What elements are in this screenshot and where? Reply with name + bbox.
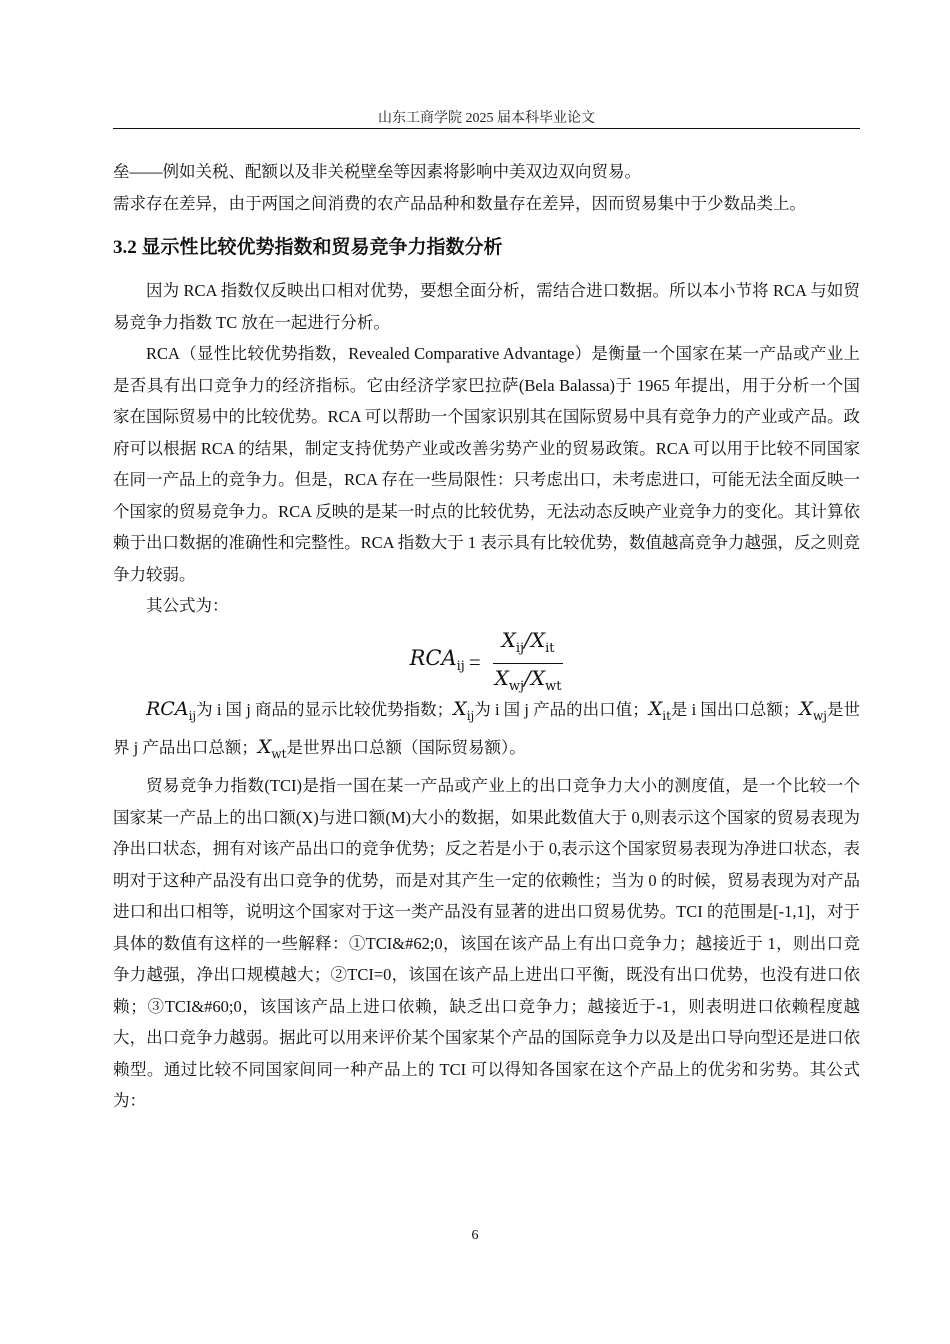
paragraph-continued: 垒——例如关税、配额以及非关税壁垒等因素将影响中美双边双向贸易。 [113,162,641,181]
formula-denominator: $X_{wj}/X_{wt}$ [494,665,562,694]
paragraph-formula-intro: 其公式为： [146,596,229,615]
paragraph-intro: 因为 RCA 指数仅反映出口相对优势，要想全面分析，需结合进口数据。所以本小节将 RCA 与如贸易竞争力指数 TC 放在一起进行分析。 [113,281,860,332]
formula-fraction [493,626,564,701]
paragraph-variable-definitions: $RCA_{ij}$为 i 国 j 商品的显示比较优势指数；$X_{ij}$为 i 国 j 产品的出口值；$X_{it}$是 i 国出口总额；$X_{wj}$是世界 j 产品出口总额；$X_{wt}$是世界出口总额（国际贸易额）。 [113,697,860,761]
page-body [113,156,860,1117]
running-header: 山东工商学院 2025 届本科毕业论文 [378,111,595,126]
formula-numerator: $X_{ij}/X_{it}$ [493,626,564,664]
page-number: 6 [471,1228,479,1243]
var-x-wt: $X_{wt}$ [257,735,287,761]
var-x-ij: $X_{ij}$ [453,697,475,723]
header-rule [113,128,860,129]
rca-formula [113,626,860,692]
var-x-wj: $X_{wj}$ [799,697,827,723]
section-heading: 3.2 显示性比较优势指数和贸易竞争力指数分析 [113,237,503,258]
var-x-it: $X_{it}$ [648,697,671,723]
paragraph-demand: 需求存在差异，由于两国之间消费的农产品品种和数量存在差异，因而贸易集中于少数品类上。 [113,193,806,213]
formula-equals: = [468,650,481,675]
paragraph-rca-definition: RCA（显性比较优势指数，Revealed Comparative Advantage）是衡量一个国家在某一产品或产业上是否具有出口竞争力的经济指标。它由经济学家巴拉萨(Bela Balassa)于 1965 年提出，用于分析一个国家在国际贸易中的比较优势。RCA 可以帮助一个国家识别其在国际贸易中具有竞争力的产业或产品。政府可以根据 RCA 的结果，制定支持优势产业或改善劣势产业的贸易政策。RCA 可以用于比较不同国家在同一产品上的竞争力。但是，RCA 存在一些局限性：只考虑出口，未考虑进口，可能无法全面反映一个国家的贸易竞争力。RCA 反映的是某一时点的比较优势，无法动态反映产业竞争力的变化。其计算依赖于出口数据的准确性和完整性。RCA 指数大于 1 表示具有比较优势，数值越高竞争力越强，反之则竞争力较弱。 [113,344,860,584]
formula-lhs: $RCA_{ij}$ [409,646,465,675]
var-rca-ij: $RCA_{ij}$ [146,697,197,723]
paragraph-tci-definition: 贸易竞争力指数(TCI)是指一国在某一产品或产业上的出口竞争力大小的测度值，是一个比较一个国家某一产品上的出口额(X)与进口额(M)大小的数据，如果此数值大于 0,则表示这个国家的贸易表现为净出口状态，拥有对该产品出口的竞争优势；反之若是小于 0,表示这个国家贸易表现为净进口状态，表明对于这种产品没有出口竞争的优势，而是对其产生一定的依赖性；当为 0 的时候，贸易表现为对产品进口和出口相等，说明这个国家对于这一类产品没有显著的进出口贸易优势。TCI 的范围是[-1,1]，对于具体的数值有这样的一些解释：①TCI&#62;0，该国在该产品上有出口竞争力；越接近于 1，则出口竞争力越强，净出口规模越大；②TCI=0，该国在该产品上进出口平衡，既没有出口优势，也没有进口依赖；③TCI&#60;0，该国该产品上进口依赖，缺乏出口竞争力；越接近于-1，则表明进口依赖程度越大，出口竞争力越弱。据此可以用来评价某个国家某个产品的国际竞争力以及是出口导向型还是进口依赖型。通过比较不同国家间同一种产品上的 TCI 可以得知各国家在这个产品上的优劣和劣势。其公式为： [113,776,860,1111]
